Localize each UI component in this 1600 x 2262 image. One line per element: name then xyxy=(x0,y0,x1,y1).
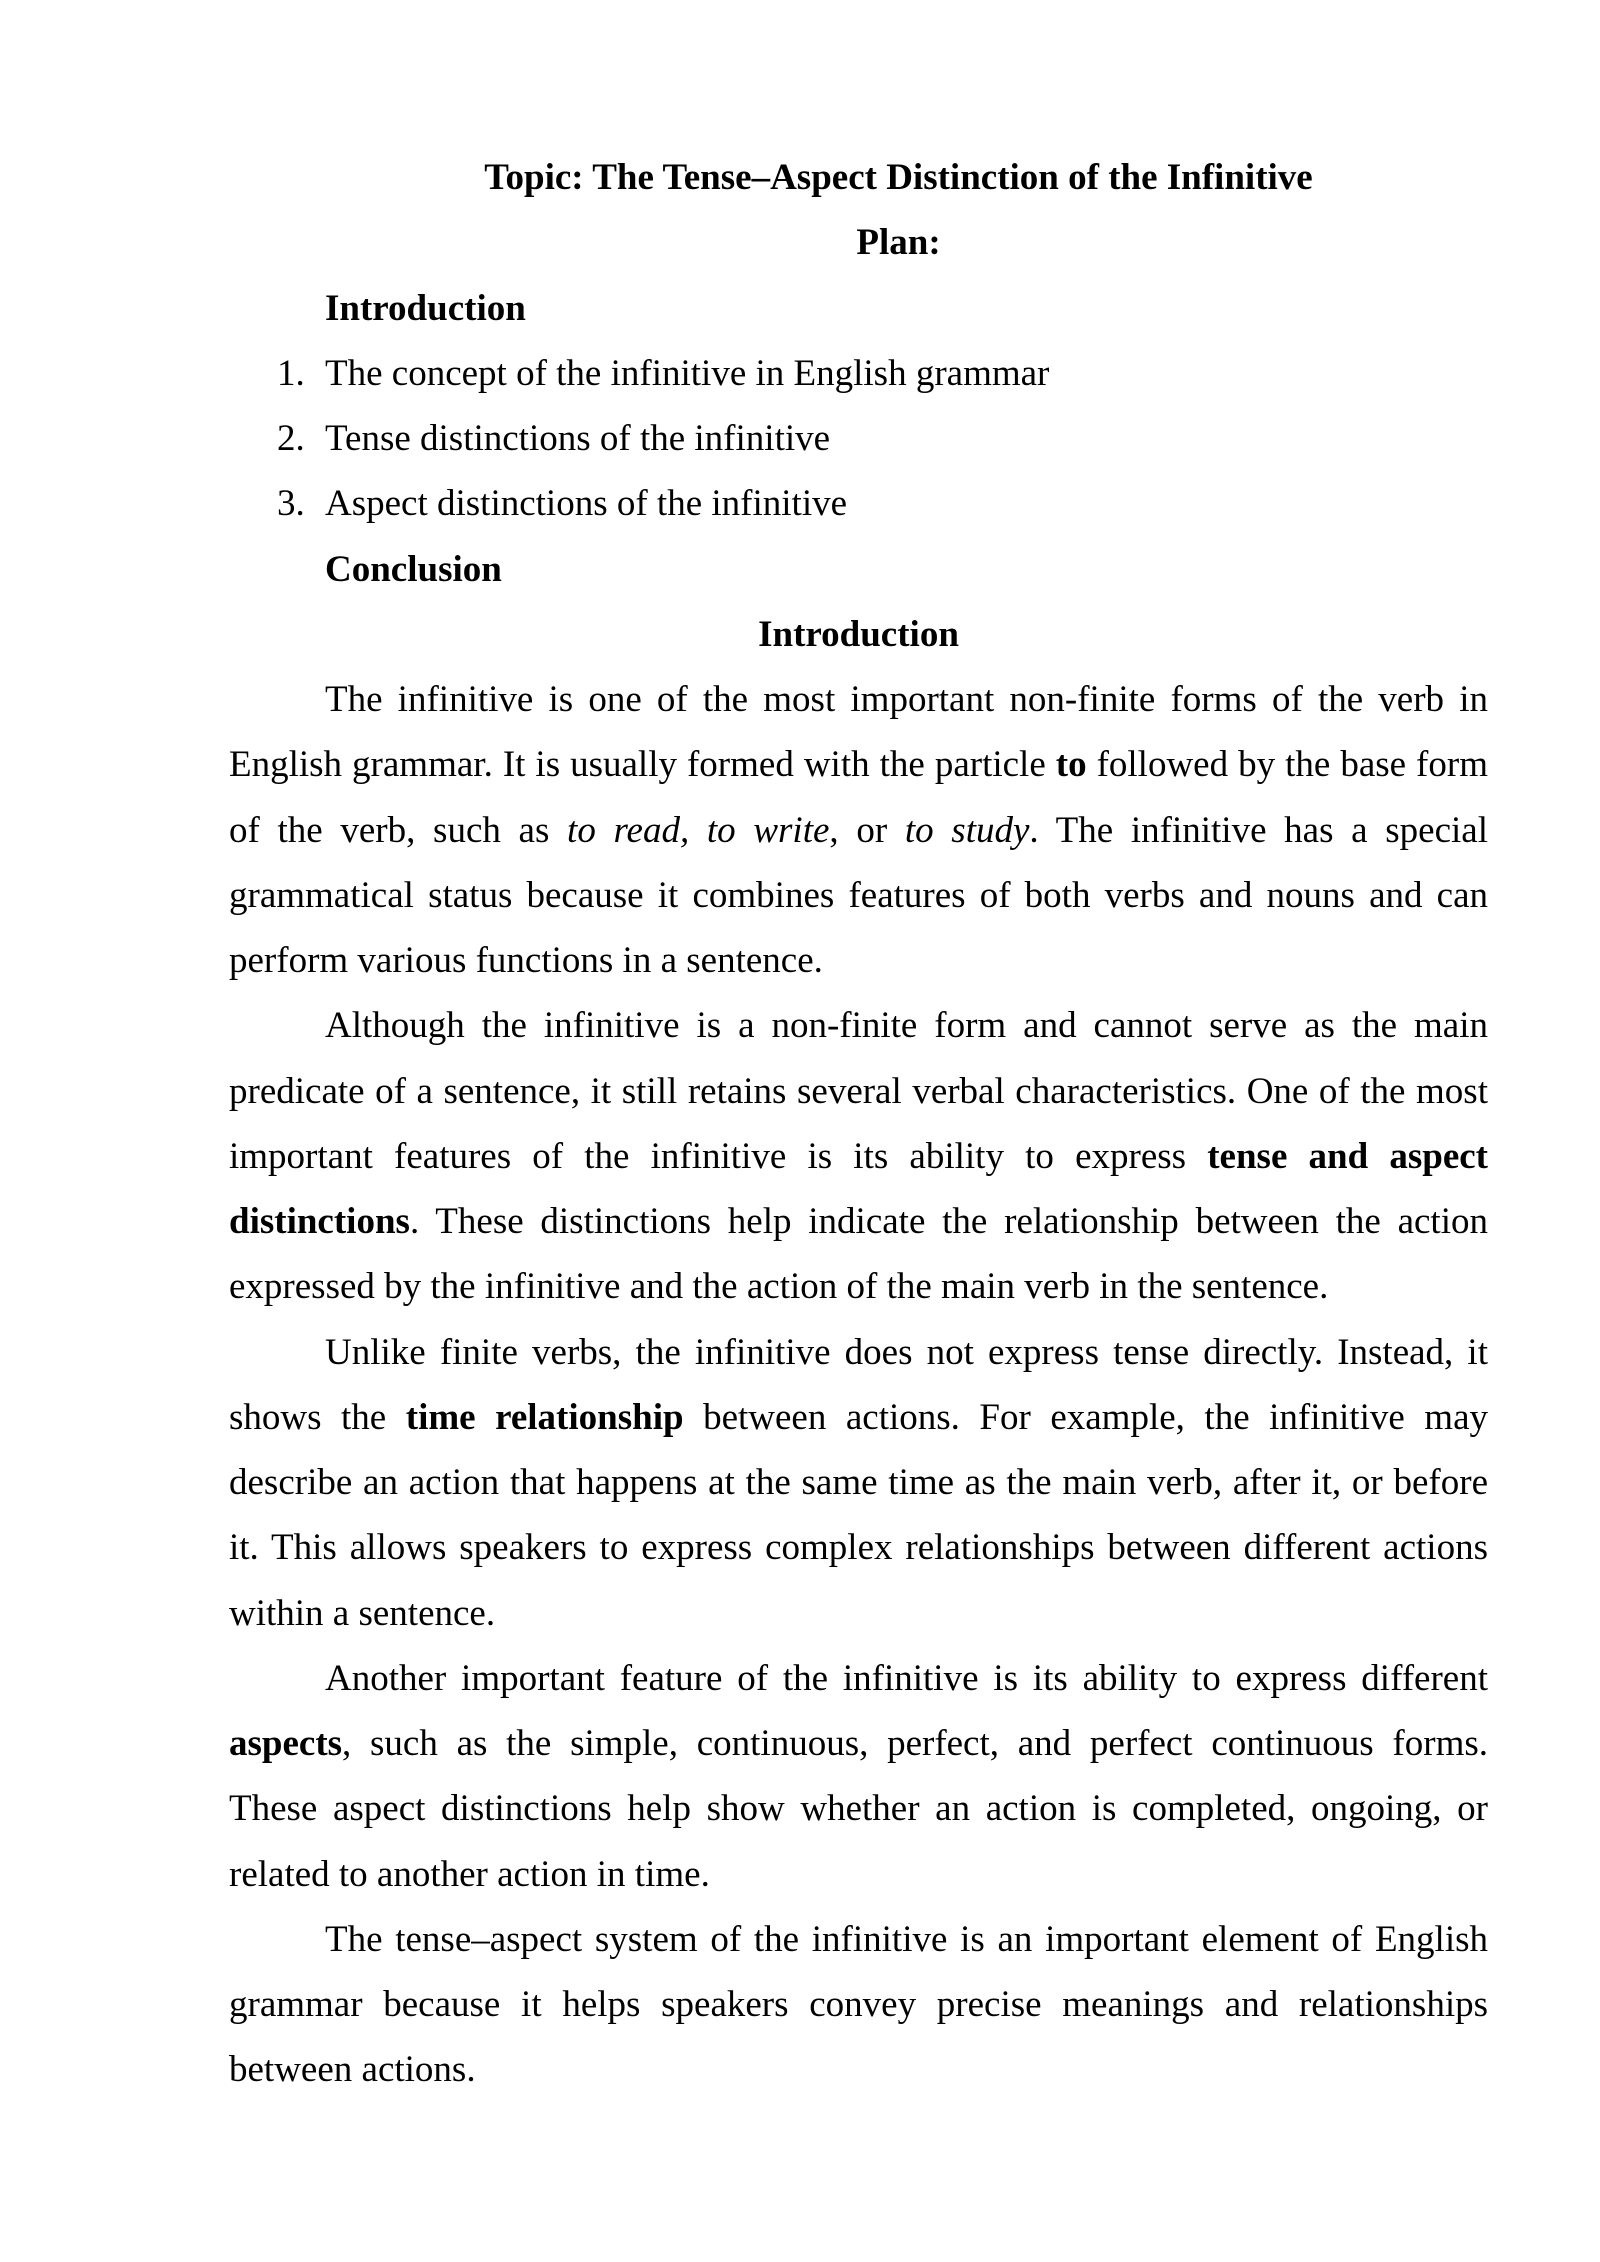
paragraph-text: . The infinitive has a special grammatical status because it combines features of both verbs and nouns and can perform various functions in a sentence. xyxy=(229,809,1489,981)
paragraph-2 xyxy=(229,993,1488,1319)
paragraph-text: , or xyxy=(829,809,905,851)
paragraph-text: The infinitive is one of the most important non-finite forms of the verb in English grammar. It is usually formed with the particle xyxy=(229,679,1488,786)
paragraph-text: Another important feature of the infinitive is its ability to express different xyxy=(325,1657,1488,1699)
paragraph-3 xyxy=(229,1320,1488,1646)
paragraph-text: . These distinctions help indicate the relationship between the action expressed by the infinitive and the action of the main verb in the sentence. xyxy=(229,1201,1488,1308)
italic-example: to study xyxy=(904,809,1030,851)
paragraph-text: , such as the simple, continuous, perfect, and perfect continuous forms. These aspect distinctions help show whether an action is completed, ongoing, or related to another action in time. xyxy=(229,1723,1488,1895)
plan-conclusion-label: Conclusion xyxy=(325,548,502,590)
plan-item-number: 3. xyxy=(277,483,305,525)
bold-term: to xyxy=(1055,744,1087,786)
document-title: Topic: The Tense–Aspect Distinction of the Infinitive xyxy=(484,157,1313,198)
italic-example: to read, xyxy=(567,809,690,851)
plan-item-number: 1. xyxy=(277,352,305,394)
paragraph-text xyxy=(689,810,707,851)
paragraph-text: followed by the base form of the verb, such as xyxy=(229,744,1488,851)
plan-item-text: Aspect distinctions of the infinitive xyxy=(325,483,848,525)
document-content xyxy=(229,145,1488,2103)
bold-term: time relationship xyxy=(405,1396,684,1438)
paragraph-4 xyxy=(229,1646,1488,1907)
bold-term: aspects xyxy=(229,1723,343,1764)
plan-item-text: The concept of the infinitive in English grammar xyxy=(325,352,1050,394)
paragraph-text: Although the infinitive is a non-finite form and cannot serve as the main predicate of a sentence, it still retains several verbal characteristics. One of the most important features of the infinitive is its ability to express xyxy=(229,1005,1488,1177)
bold-term: tense and aspect distinctions xyxy=(229,1135,1488,1242)
italic-example: to write xyxy=(706,809,830,851)
plan-item-number: 2. xyxy=(277,418,305,459)
plan-item xyxy=(229,406,1488,471)
paragraph-1 xyxy=(229,667,1488,993)
paragraph-text: Unlike finite verbs, the infinitive does not express tense directly. Instead, it shows the xyxy=(229,1331,1488,1438)
plan-item-text: Tense distinctions of the infinitive xyxy=(325,418,831,459)
paragraph-text: The tense–aspect system of the infinitive is an important element of English grammar because it helps speakers convey precise meanings and relationships between actions. xyxy=(229,1918,1488,2091)
plan-item xyxy=(229,471,1488,536)
plan-heading: Plan: xyxy=(856,222,941,264)
plan-introduction-label: Introduction xyxy=(325,287,526,329)
section-heading: Introduction xyxy=(758,613,959,655)
paragraph-5 xyxy=(229,1907,1488,2103)
plan-item xyxy=(229,341,1488,406)
plan-list xyxy=(229,341,1488,537)
paragraph-text: between actions. For example, the infinitive may describe an action that happens at the same time as the main verb, after it, or before it. This allows speakers to express complex relationships between different actions within a sentence. xyxy=(229,1396,1488,1634)
